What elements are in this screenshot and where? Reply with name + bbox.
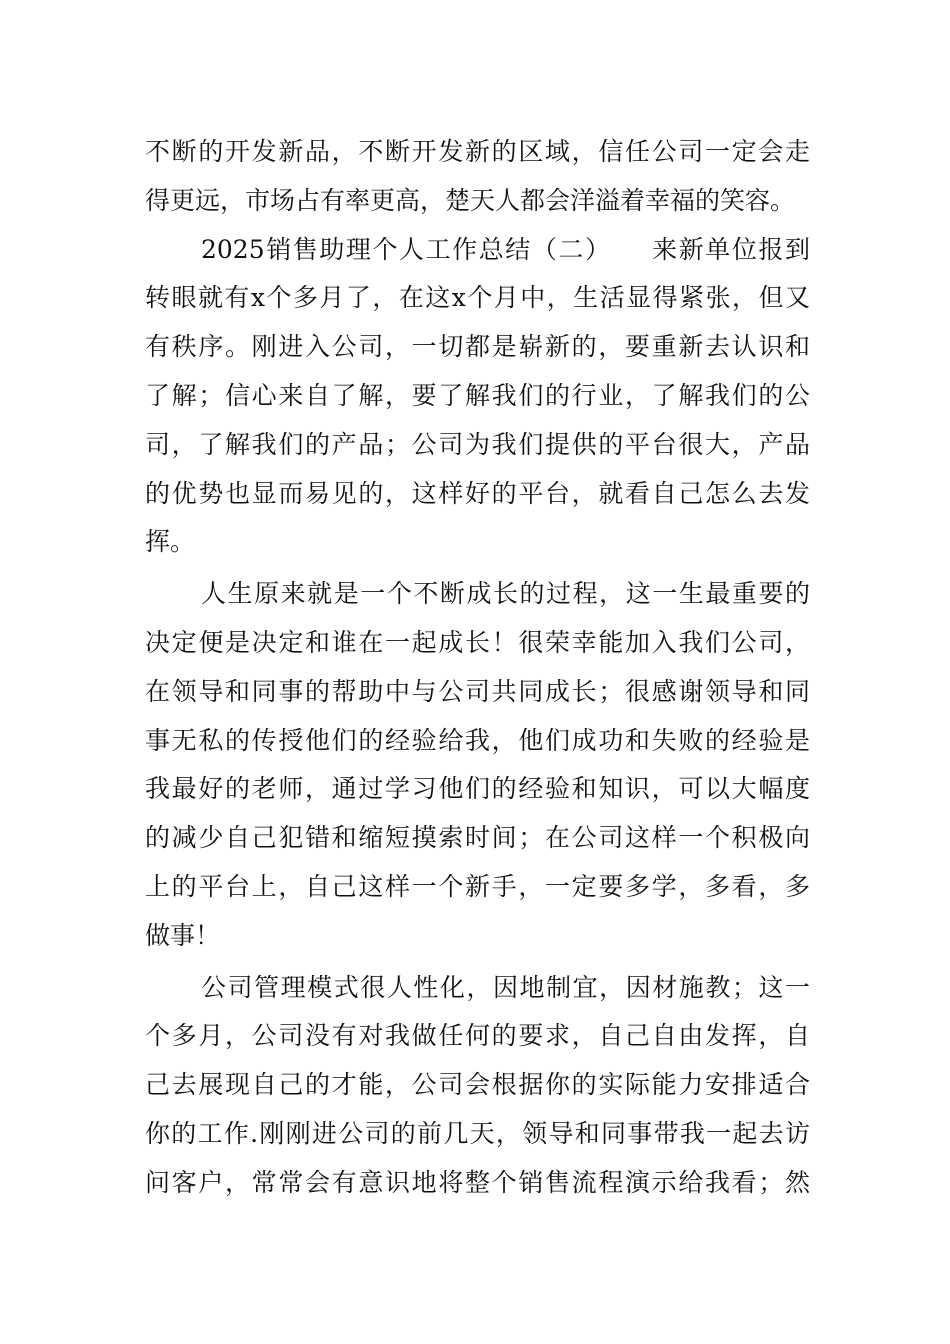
document-body <box>145 128 810 1208</box>
text-line: 司，了解我们的产品；公司为我们提供的平台很大，产品 <box>145 429 810 459</box>
text-line: 做事！ <box>145 920 221 950</box>
paragraph-2 <box>145 226 810 568</box>
text-line: 己去展现自己的才能，公司会根据你的实际能力安排适合 <box>145 1070 810 1100</box>
text-line: 人生原来就是一个不断成长的过程，这一生最重要的 <box>201 579 810 609</box>
text-line: 上的平台上，自己这样一个新手，一定要多学，多看，多 <box>145 871 810 901</box>
paragraph-1 <box>145 128 810 226</box>
text-line: 2025销售助理个人工作总结（二） 来新单位报到 <box>201 234 810 264</box>
text-line: 个多月，公司没有对我做任何的要求，自己自由发挥，自 <box>145 1021 810 1051</box>
text-line: 挥。 <box>145 527 196 557</box>
paragraph-3 <box>145 570 810 960</box>
text-line: 事无私的传授他们的经验给我，他们成功和失败的经验是 <box>145 725 810 755</box>
paragraph-4 <box>145 964 810 1208</box>
text-line: 问客户，常常会有意识地将整个销售流程演示给我看；然 <box>145 1167 810 1197</box>
text-line: 的减少自己犯错和缩短摸索时间；在公司这样一个积极向 <box>145 823 810 853</box>
text-line: 有秩序。刚进入公司，一切都是崭新的，要重新去认识和 <box>145 332 810 362</box>
text-line: 你的工作.刚刚进公司的前几天，领导和同事带我一起去访 <box>145 1118 810 1148</box>
text-line: 得更远，市场占有率更高，楚天人都会洋溢着幸福的笑容。 <box>145 185 796 215</box>
text-line: 不断的开发新品，不断开发新的区域，信任公司一定会走 <box>145 137 810 166</box>
text-line: 我最好的老师，通过学习他们的经验和知识，可以大幅度 <box>145 774 810 804</box>
text-line: 在领导和同事的帮助中与公司共同成长；很感谢领导和同 <box>145 676 810 706</box>
text-line: 转眼就有x个多月了，在这x个月中，生活显得紧张，但又 <box>145 283 810 313</box>
text-line: 了解；信心来自了解，要了解我们的行业，了解我们的公 <box>145 380 810 410</box>
text-line: 的优势也显而易见的，这样好的平台，就看自己怎么去发 <box>145 478 810 508</box>
text-line: 公司管理模式很人性化，因地制宜，因材施教；这一 <box>201 972 810 1002</box>
text-line: 决定便是决定和谁在一起成长！很荣幸能加入我们公司， <box>145 627 810 657</box>
